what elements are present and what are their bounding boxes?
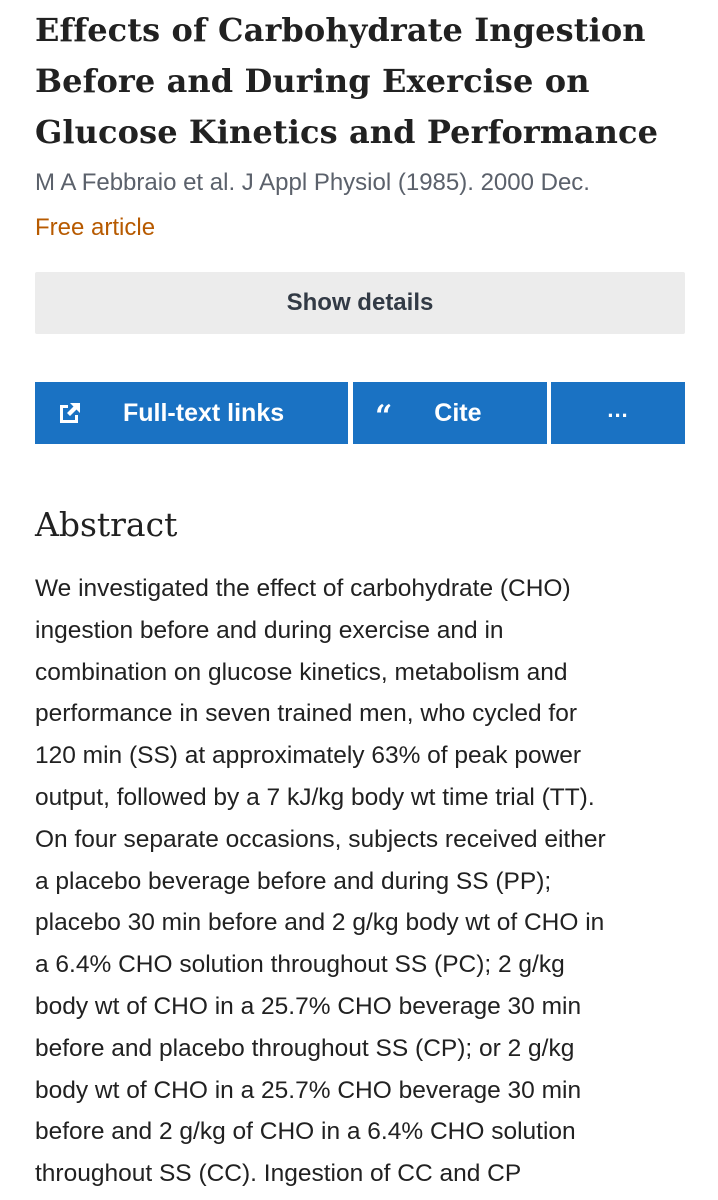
abstract-line: body wt of CHO in a 25.7% CHO beverage 30 min (35, 992, 582, 1020)
external-link-icon (57, 400, 83, 426)
article-title-line: Glucose Kinetics and Performance (35, 113, 659, 151)
full-text-links-button[interactable] (35, 382, 348, 444)
cite-label: Cite (434, 398, 482, 427)
abstract-line: ingestion before and during exercise and in (35, 616, 504, 644)
abstract-line: throughout SS (CC). Ingestion of CC and CP (35, 1160, 522, 1188)
abstract-line: We investigated the effect of carbohydrate (CHO) (35, 575, 571, 602)
abstract-line: body wt of CHO in a 25.7% CHO beverage 30 min (35, 1076, 582, 1104)
article-title (35, 5, 685, 158)
abstract-line: output, followed by a 7 kJ/kg body wt time trial (TT). (35, 783, 595, 811)
abstract-line: On four separate occasions, subjects received either (35, 825, 606, 853)
more-actions-label: ... (607, 397, 629, 422)
abstract-line: a 6.4% CHO solution throughout SS (PC); 2 g/kg (35, 951, 565, 979)
abstract-line: combination on glucose kinetics, metabolism and (35, 658, 568, 686)
full-text-links-label: Full-text links (123, 398, 285, 427)
action-buttons (35, 382, 685, 444)
more-actions-button[interactable] (551, 382, 685, 444)
article-title-line: Before and During Exercise on (35, 62, 590, 100)
abstract-line: performance in seven trained men, who cycled for (35, 700, 577, 728)
show-details-button[interactable]: Show details (35, 272, 685, 334)
abstract-line: a placebo beverage before and during SS (PP); (35, 867, 552, 895)
article-title-line: Effects of Carbohydrate Ingestion (35, 11, 646, 49)
abstract-heading: Abstract (35, 505, 178, 544)
abstract-line: placebo 30 min before and 2 g/kg body wt of CHO in (35, 909, 605, 937)
article-citation: M A Febbraio et al. J Appl Physiol (1985). 2000 Dec. (35, 169, 590, 196)
abstract-text (35, 568, 685, 1195)
free-article-label: Free article (35, 214, 156, 241)
quote-icon: “ (375, 399, 393, 434)
abstract-line: before and placebo throughout SS (CP); or 2 g/kg (35, 1034, 575, 1062)
cite-button[interactable] (353, 382, 547, 444)
abstract-line: before and 2 g/kg of CHO in a 6.4% CHO solution (35, 1118, 576, 1146)
abstract-line: 120 min (SS) at approximately 63% of peak power (35, 742, 582, 770)
